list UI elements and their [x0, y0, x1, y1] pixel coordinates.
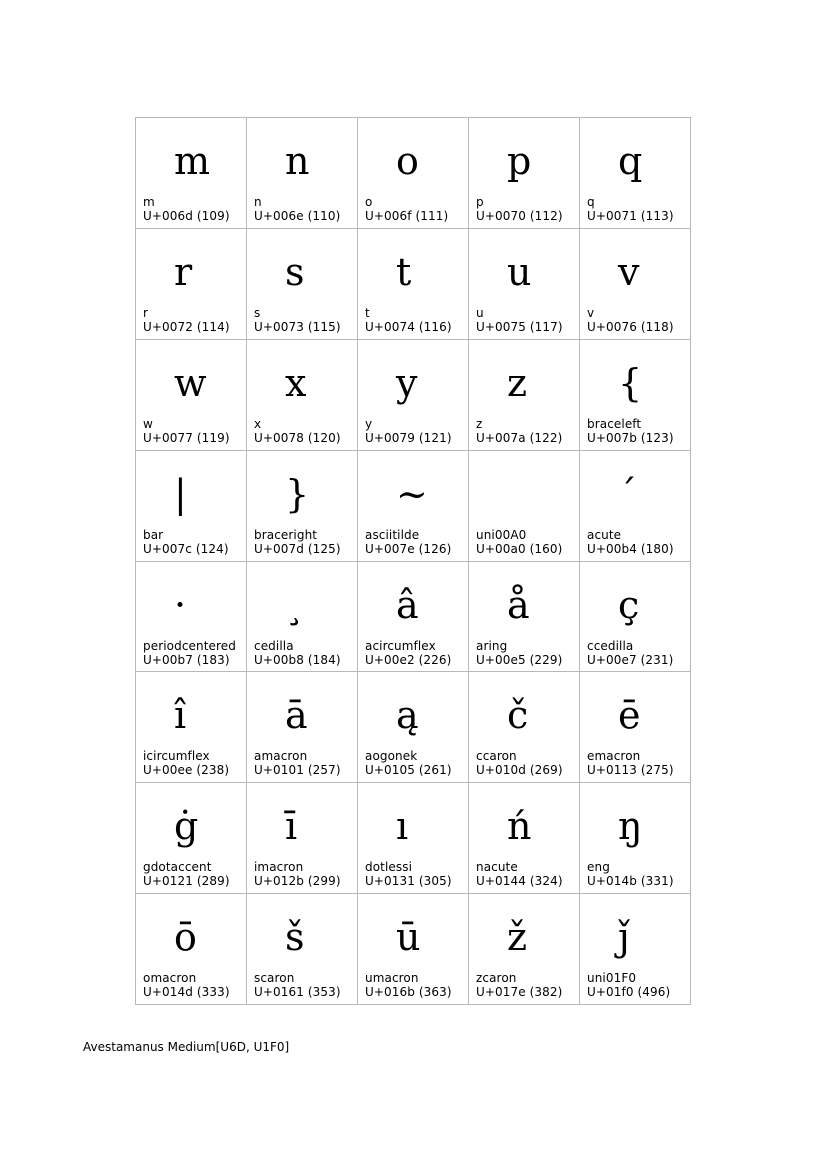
glyph-codepoint: U+006d (109) — [143, 209, 230, 223]
glyph-codepoint: U+0078 (120) — [254, 430, 341, 445]
glyph-sample: { — [618, 360, 643, 405]
glyph-codepoint: U+00b7 (183) — [143, 652, 230, 667]
glyph-codepoint: U+006f (111) — [365, 209, 449, 223]
glyph-sample: r — [174, 249, 193, 294]
glyph-name: braceright — [254, 527, 318, 542]
glyph-cell — [247, 118, 358, 229]
glyph-cell — [580, 672, 691, 783]
glyph-codepoint: U+010d (269) — [476, 763, 563, 778]
glyph-name: n — [254, 195, 262, 209]
glyph-codepoint: U+0121 (289) — [143, 874, 230, 889]
glyph-name: z — [476, 416, 483, 431]
glyph-name: x — [254, 416, 262, 431]
glyph-sample: ġ — [174, 804, 199, 849]
glyph-codepoint: U+007d (125) — [254, 541, 341, 556]
glyph-cell — [469, 894, 580, 1005]
glyph-name: uni01F0 — [587, 971, 637, 986]
glyph-name: aring — [476, 638, 508, 653]
glyph-sample — [469, 469, 579, 519]
glyph-sample: ń — [507, 804, 532, 849]
glyph-codepoint: U+0105 (261) — [365, 763, 452, 778]
glyph-codepoint: U+0101 (257) — [254, 763, 341, 778]
glyph-sample: ŋ — [618, 804, 643, 849]
glyph-codepoint: U+00b4 (180) — [587, 541, 674, 556]
glyph-name: ccaron — [476, 749, 517, 764]
glyph-cell — [358, 118, 469, 229]
glyph-sample: ī — [285, 804, 298, 849]
glyph-codepoint: U+0079 (121) — [365, 430, 452, 445]
glyph-cell — [358, 451, 469, 562]
glyph-name: aogonek — [365, 749, 418, 764]
glyph-name: gdotaccent — [143, 860, 212, 875]
glyph-sample: ā — [285, 693, 308, 738]
glyph-codepoint: U+01f0 (496) — [587, 985, 671, 1000]
glyph-sample: · — [174, 582, 187, 627]
glyph-codepoint: U+0077 (119) — [143, 430, 230, 445]
glyph-name: icircumflex — [143, 749, 210, 764]
glyph-codepoint: U+0072 (114) — [143, 319, 230, 334]
glyph-codepoint: U+0161 (353) — [254, 985, 341, 1000]
glyph-codepoint: U+014b (331) — [587, 874, 674, 889]
glyph-name: s — [254, 305, 261, 320]
glyph-sample: å — [507, 582, 530, 627]
glyph-sample: î — [174, 693, 187, 738]
glyph-cell — [247, 451, 358, 562]
glyph-name: omacron — [143, 971, 197, 986]
glyph-name: acircumflex — [365, 638, 436, 653]
glyph-name: y — [365, 416, 373, 431]
glyph-codepoint: U+0131 (305) — [365, 874, 452, 889]
glyph-sample: ´ — [618, 471, 637, 516]
glyph-codepoint: U+007b (123) — [587, 430, 674, 445]
glyph-name: asciitilde — [365, 527, 420, 542]
glyph-sample: u — [507, 249, 532, 294]
glyph-name: p — [476, 195, 484, 209]
glyph-cell — [580, 894, 691, 1005]
glyph-codepoint: U+006e (110) — [254, 209, 341, 223]
glyph-sample: x — [285, 360, 307, 405]
glyph-cell — [469, 229, 580, 340]
glyph-cell — [247, 894, 358, 1005]
glyph-codepoint: U+017e (382) — [476, 985, 563, 1000]
glyph-sample: n — [285, 139, 310, 183]
glyph-name: v — [587, 305, 595, 320]
glyph-sample: â — [396, 582, 419, 627]
glyph-cell — [469, 672, 580, 783]
glyph-cell — [136, 894, 247, 1005]
glyph-cell — [247, 340, 358, 451]
glyph-cell — [247, 229, 358, 340]
glyph-codepoint: U+0113 (275) — [587, 763, 674, 778]
glyph-sample: m — [174, 139, 211, 183]
glyph-cell — [136, 783, 247, 894]
glyph-cell — [580, 783, 691, 894]
glyph-sample: } — [285, 471, 310, 516]
glyph-sample: ū — [396, 915, 421, 960]
glyph-cell — [469, 118, 580, 229]
glyph-name: nacute — [476, 860, 518, 875]
glyph-sample: ~ — [396, 471, 428, 516]
glyph-sample: q — [618, 139, 643, 183]
glyph-cell — [358, 783, 469, 894]
glyph-codepoint: U+007e (126) — [365, 541, 452, 556]
glyph-name: imacron — [254, 860, 304, 875]
glyph-cell — [136, 672, 247, 783]
glyph-sample: ǰ — [618, 915, 631, 960]
glyph-cell — [136, 451, 247, 562]
glyph-cell — [136, 562, 247, 673]
glyph-name: ccedilla — [587, 638, 634, 653]
glyph-codepoint: U+00e5 (229) — [476, 652, 563, 667]
glyph-cell — [580, 229, 691, 340]
glyph-codepoint: U+014d (333) — [143, 985, 230, 1000]
glyph-name: amacron — [254, 749, 308, 764]
glyph-cell — [358, 672, 469, 783]
glyph-name: scaron — [254, 971, 295, 986]
glyph-sample: p — [507, 139, 532, 183]
glyph-name: o — [365, 195, 373, 209]
glyph-codepoint: U+00e2 (226) — [365, 652, 452, 667]
glyph-sample: z — [507, 360, 528, 405]
glyph-codepoint: U+0144 (324) — [476, 874, 563, 889]
font-caption: Avestamanus Medium[U6D, U1F0] — [83, 1040, 290, 1054]
glyph-cell — [580, 562, 691, 673]
glyph-sample: o — [396, 139, 419, 183]
glyph-codepoint: U+00b8 (184) — [254, 652, 341, 667]
glyph-cell — [580, 451, 691, 562]
glyph-name: emacron — [587, 749, 641, 764]
glyph-sample: ō — [174, 915, 197, 960]
glyph-sample: w — [174, 360, 207, 405]
glyph-name: braceleft — [587, 416, 642, 431]
glyph-sample: y — [396, 360, 418, 405]
glyph-codepoint: U+016b (363) — [365, 985, 452, 1000]
glyph-codepoint: U+0073 (115) — [254, 319, 341, 334]
glyph-name: periodcentered — [143, 638, 236, 653]
glyph-sample: s — [285, 249, 305, 294]
glyph-sample: ą — [396, 693, 419, 738]
glyph-cell — [247, 783, 358, 894]
glyph-codepoint: U+0075 (117) — [476, 319, 563, 334]
glyph-name: bar — [143, 527, 164, 542]
glyph-codepoint: U+007c (124) — [143, 541, 229, 556]
glyph-sample: š — [285, 915, 305, 960]
glyph-codepoint: U+00e7 (231) — [587, 652, 674, 667]
glyph-sample: ž — [507, 915, 528, 960]
glyph-codepoint: U+00a0 (160) — [476, 541, 563, 556]
glyph-sample: ı — [396, 804, 409, 849]
glyph-grid — [135, 117, 691, 1005]
glyph-cell — [136, 118, 247, 229]
glyph-codepoint: U+0070 (112) — [476, 209, 563, 223]
glyph-name: cedilla — [254, 638, 294, 653]
glyph-name: dotlessi — [365, 860, 413, 875]
glyph-name: t — [365, 305, 370, 320]
glyph-codepoint: U+00ee (238) — [143, 763, 230, 778]
glyph-sample: v — [618, 249, 640, 294]
glyph-name: w — [143, 416, 153, 431]
glyph-name: zcaron — [476, 971, 517, 986]
glyph-sample: ¸ — [285, 582, 304, 627]
glyph-cell — [580, 340, 691, 451]
glyph-codepoint: U+012b (299) — [254, 874, 341, 889]
glyph-cell — [469, 562, 580, 673]
glyph-cell — [469, 340, 580, 451]
glyph-cell — [247, 562, 358, 673]
glyph-cell — [358, 894, 469, 1005]
glyph-cell — [136, 229, 247, 340]
glyph-sample: ē — [618, 693, 641, 738]
glyph-name: q — [587, 195, 595, 209]
glyph-cell — [247, 672, 358, 783]
glyph-sample: ç — [618, 582, 640, 627]
glyph-sample: t — [396, 249, 412, 294]
glyph-codepoint: U+0071 (113) — [587, 209, 674, 223]
glyph-cell — [358, 229, 469, 340]
glyph-name: r — [143, 305, 149, 320]
glyph-sample: č — [507, 693, 529, 738]
glyph-cell — [580, 118, 691, 229]
glyph-codepoint: U+007a (122) — [476, 430, 563, 445]
glyph-name: m — [143, 195, 155, 209]
glyph-name: u — [476, 305, 484, 320]
glyph-codepoint: U+0076 (118) — [587, 319, 674, 334]
glyph-cell — [469, 783, 580, 894]
glyph-cell — [469, 451, 580, 562]
glyph-codepoint: U+0074 (116) — [365, 319, 452, 334]
glyph-cell — [358, 340, 469, 451]
glyph-cell — [358, 562, 469, 673]
glyph-sample: | — [174, 471, 187, 516]
glyph-name: umacron — [365, 971, 419, 986]
glyph-name: eng — [587, 860, 610, 875]
glyph-name: uni00A0 — [476, 527, 527, 542]
glyph-cell — [136, 340, 247, 451]
glyph-name: acute — [587, 527, 622, 542]
